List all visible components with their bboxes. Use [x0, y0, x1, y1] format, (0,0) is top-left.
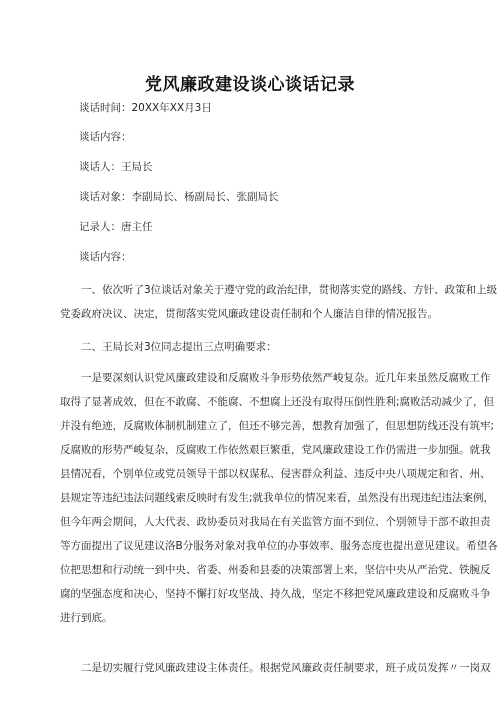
paragraph-line: 二、王局长对3位同志提出三点明确要求： [81, 341, 277, 353]
paragraph-line: 一、依次听了3位谈话对象关于遵守党的政治纪律，贯彻落实党的路线、方针、政策和上级 [81, 284, 498, 296]
paragraph-line: 位把思想和行动统一到中央、省委、州委和县委的决策部署上来，坚信中央从严治党、铁腕反 [60, 564, 491, 576]
paragraph-line: 县规定等违纪违法问题线索反映时有发生;就我单位的情况来看，虽然没有出现违纪违法案例， [60, 492, 495, 504]
paragraph-line: 党委政府决议、决定，贯彻落实党风廉政建设责任制和个人廉洁自律的情况报告。 [60, 308, 438, 320]
paragraph-1 [60, 278, 498, 326]
paragraph-line: 进行到底。 [60, 612, 113, 624]
paragraph-line: 并没有绝迹，反腐败体制机制建立了，但还不够完善，想教育加强了，但思想防线还没有筑牢; [60, 420, 495, 432]
meta-interviewees: 谈话对象：李副局长、杨副局长、张副局长 [79, 191, 279, 203]
paragraph-line: 县情况看，个别单位或党员领导干部以权谋私、侵害群众利益、违反中央八项规定和省、州、 [60, 468, 491, 480]
paragraph-line: 一是要深刻认识党风廉政建设和反腐败斗争形势依然严峻复杂。近几年来虽然反腐败工作 [81, 372, 491, 384]
paragraph-line: 腐的坚强态度和决心，坚持不懈打好攻坚战、持久战，坚定不移把党风廉政建设和反腐败斗争 [60, 588, 491, 600]
paragraph-line: 等方面提出了议见建议洛B分服务对象对我单位的办事效率、服务态度也提出意见建议。希望各 [60, 540, 498, 552]
paragraph-2 [60, 335, 440, 359]
paragraph-line: 取得了显著成效，但在不敢腐、不能腐、不想腐上还没有取得压倒性胜利;腐败活动减少了，但 [60, 396, 495, 408]
meta-content-label-2: 谈话内容： [79, 251, 132, 263]
document-title: 党风廉政建设谈心谈话记录 [145, 75, 355, 95]
meta-interview-time: 谈话时间：20XX年XX月3日 [79, 102, 212, 114]
paragraph-line: 但今年两会期间，人大代表、政协委员对我局在有关监管方面不到位、个别领导干部不敢担责 [60, 516, 491, 528]
meta-recorder: 记录人：唐主任 [79, 221, 153, 233]
paragraph-3 [60, 366, 498, 630]
meta-interviewer: 谈话人：王局长 [79, 161, 153, 173]
meta-content-label: 谈话内容： [79, 131, 132, 143]
paragraph-4 [60, 656, 491, 680]
paragraph-line: 二是切实履行党风廉政建设主体责任。根据党风廉政责任制要求，班子成员发挥〃一岗双 [81, 662, 491, 674]
paragraph-line: 反腐败的形势严峻复杂，反腐败工作依然艰巨繁重，党风廉政建设工作仍需进一步加强。就我 [60, 444, 491, 456]
